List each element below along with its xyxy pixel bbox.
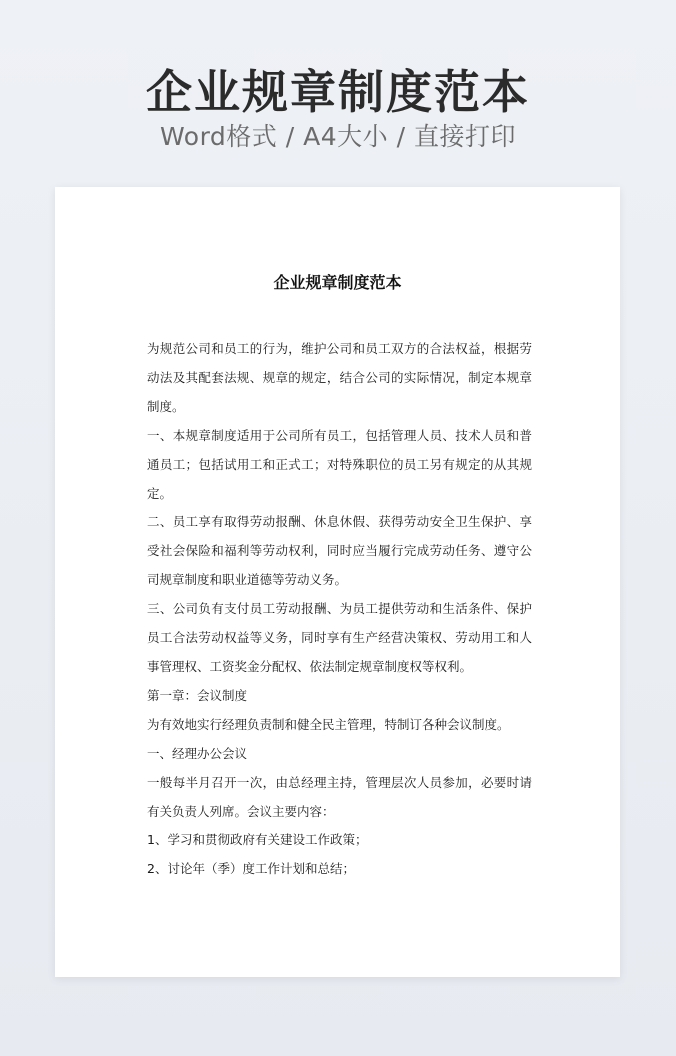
paragraph-scope: 一、本规章制度适用于公司所有员工，包括管理人员、技术人员和普通员工；包括试用工和正式工；对特殊职位的员工另有规定的从其规定。 bbox=[147, 427, 532, 501]
document-title: 企业规章制度范本 bbox=[273, 273, 402, 292]
section-heading: 一、经理办公会议 bbox=[147, 745, 248, 761]
paragraph-employee-rights: 二、员工享有取得劳动报酬、休息休假、获得劳动安全卫生保护、享受社会保险和福利等劳动权利，同时应当履行完成劳动任务、遵守公司规章制度和职业道德等劳动义务。 bbox=[147, 514, 532, 588]
chapter-heading: 第一章：会议制度 bbox=[147, 687, 248, 703]
list-item: 1、学习和贯彻政府有关建设工作政策； bbox=[147, 832, 368, 848]
list-item: 2、讨论年（季）度工作计划和总结； bbox=[147, 861, 355, 877]
paragraph-meeting-purpose: 为有效地实行经理负责制和健全民主管理，特制订各种会议制度。 bbox=[147, 716, 510, 732]
banner-title: 企业规章制度范本 bbox=[146, 65, 530, 119]
paragraph-intro: 为规范公司和员工的行为，维护公司和员工双方的合法权益，根据劳动法及其配套法规、规章的规定，结合公司的实际情况，制定本规章制度。 bbox=[147, 341, 532, 414]
document-page bbox=[55, 187, 620, 977]
paragraph-meeting-schedule: 一般每半月召开一次，由总经理主持，管理层次人员参加，必要时请有关负责人列席。会议主要内容： bbox=[147, 774, 532, 819]
banner-subtitle: Word格式 / A4大小 / 直接打印 bbox=[160, 122, 516, 151]
document-body bbox=[147, 335, 532, 884]
paragraph-company-duties: 三、公司负有支付员工劳动报酬、为员工提供劳动和生活条件、保护员工合法劳动权益等义务，同时享有生产经营决策权、劳动用工和人事管理权、工资奖金分配权、依法制定规章制度权等权利。 bbox=[147, 601, 532, 674]
banner-header bbox=[0, 0, 676, 186]
